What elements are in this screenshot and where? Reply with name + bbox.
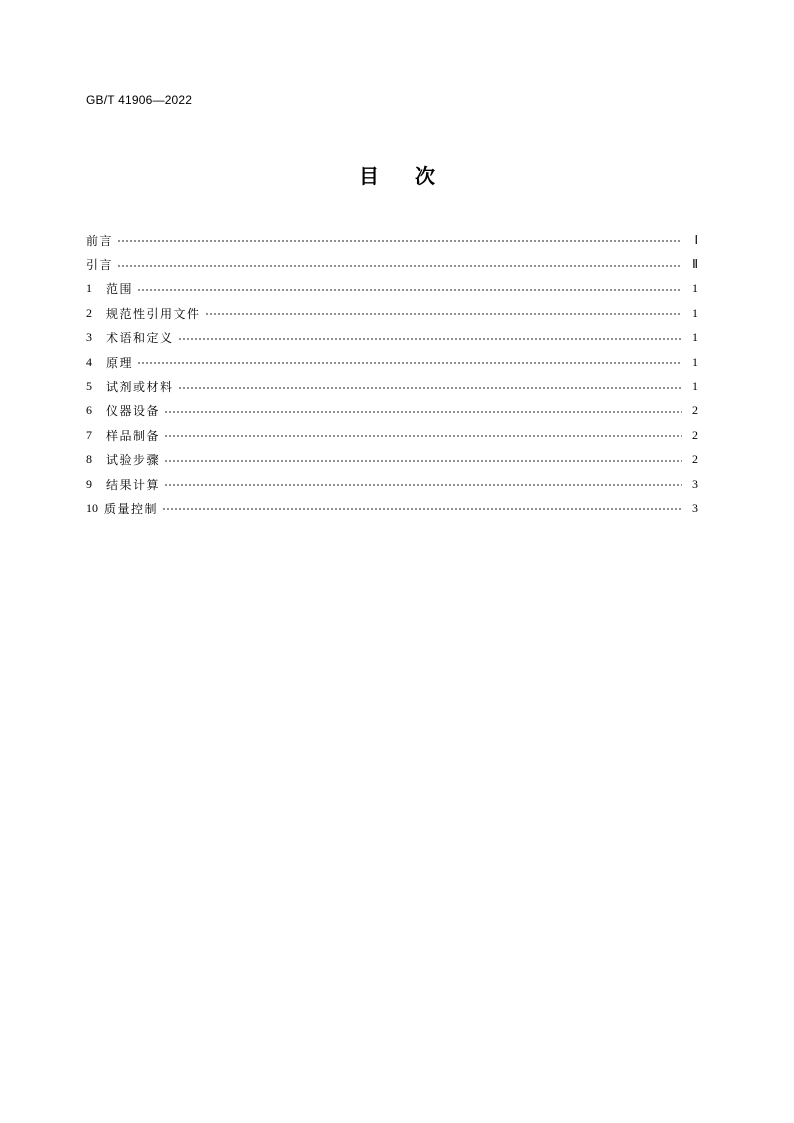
toc-item-number: 5	[86, 379, 92, 394]
toc-leader-dots	[137, 362, 682, 364]
toc-item-label: 范围	[106, 282, 134, 297]
toc-item-page: Ⅱ	[692, 257, 698, 272]
toc-item-label: 原理	[106, 355, 134, 370]
toc-item-foreword[interactable]	[86, 228, 698, 252]
toc-item-label: 样品制备	[106, 428, 161, 443]
toc-leader-dots	[117, 265, 682, 267]
toc-item-page: 1	[692, 354, 698, 369]
toc-item-label: 规范性引用文件	[106, 306, 201, 321]
toc-item-terms-definitions[interactable]	[86, 326, 698, 350]
toc-item-label: 质量控制	[104, 501, 159, 516]
toc-item-number: 1	[86, 281, 92, 296]
toc-item-label: 结果计算	[106, 477, 161, 492]
toc-leader-dots	[162, 508, 682, 510]
toc-item-page: 2	[692, 427, 698, 442]
toc-item-number: 7	[86, 427, 92, 442]
toc-item-number: 3	[86, 330, 92, 345]
table-of-contents	[86, 228, 698, 521]
toc-leader-dots	[164, 435, 682, 437]
toc-item-apparatus[interactable]	[86, 399, 698, 423]
toc-item-number: 10	[86, 500, 98, 515]
toc-item-sample-preparation[interactable]	[86, 423, 698, 447]
toc-leader-dots	[178, 387, 682, 389]
toc-item-scope[interactable]	[86, 277, 698, 301]
toc-item-page: 3	[692, 476, 698, 491]
toc-item-page: 2	[692, 452, 698, 467]
toc-item-page: 1	[692, 330, 698, 345]
toc-item-page: Ⅰ	[694, 232, 698, 247]
toc-item-reagents[interactable]	[86, 374, 698, 398]
toc-item-page: 1	[692, 281, 698, 296]
toc-item-page: 2	[692, 403, 698, 418]
toc-item-label: 试剂或材料	[106, 380, 174, 395]
toc-leader-dots	[164, 411, 682, 413]
toc-leader-dots	[164, 484, 682, 486]
toc-item-label: 引言	[86, 258, 114, 273]
toc-leader-dots	[178, 338, 682, 340]
toc-item-principle[interactable]	[86, 350, 698, 374]
page-title	[0, 160, 794, 189]
toc-item-calculation[interactable]	[86, 472, 698, 496]
toc-item-normative-references[interactable]	[86, 301, 698, 325]
toc-item-test-procedure[interactable]	[86, 448, 698, 472]
toc-item-number: 2	[86, 305, 92, 320]
toc-item-label: 仪器设备	[106, 404, 161, 419]
toc-item-label: 前言	[86, 233, 114, 248]
toc-item-introduction[interactable]	[86, 252, 698, 276]
title-char-2: 次	[415, 164, 435, 188]
title-char-1: 目	[359, 164, 379, 188]
toc-item-label: 试验步骤	[106, 453, 161, 468]
toc-item-page: 1	[692, 379, 698, 394]
toc-item-number: 8	[86, 452, 92, 467]
toc-item-number: 9	[86, 476, 92, 491]
toc-item-quality-control[interactable]	[86, 496, 698, 520]
toc-item-page: 1	[692, 305, 698, 320]
toc-item-page: 3	[692, 500, 698, 515]
toc-item-label: 术语和定义	[106, 331, 174, 346]
toc-leader-dots	[205, 313, 682, 315]
standard-number: GB/T 41906—2022	[86, 93, 193, 107]
toc-leader-dots	[137, 289, 682, 291]
toc-item-number: 4	[86, 354, 92, 369]
toc-item-number: 6	[86, 403, 92, 418]
toc-leader-dots	[164, 460, 682, 462]
toc-leader-dots	[117, 240, 682, 242]
